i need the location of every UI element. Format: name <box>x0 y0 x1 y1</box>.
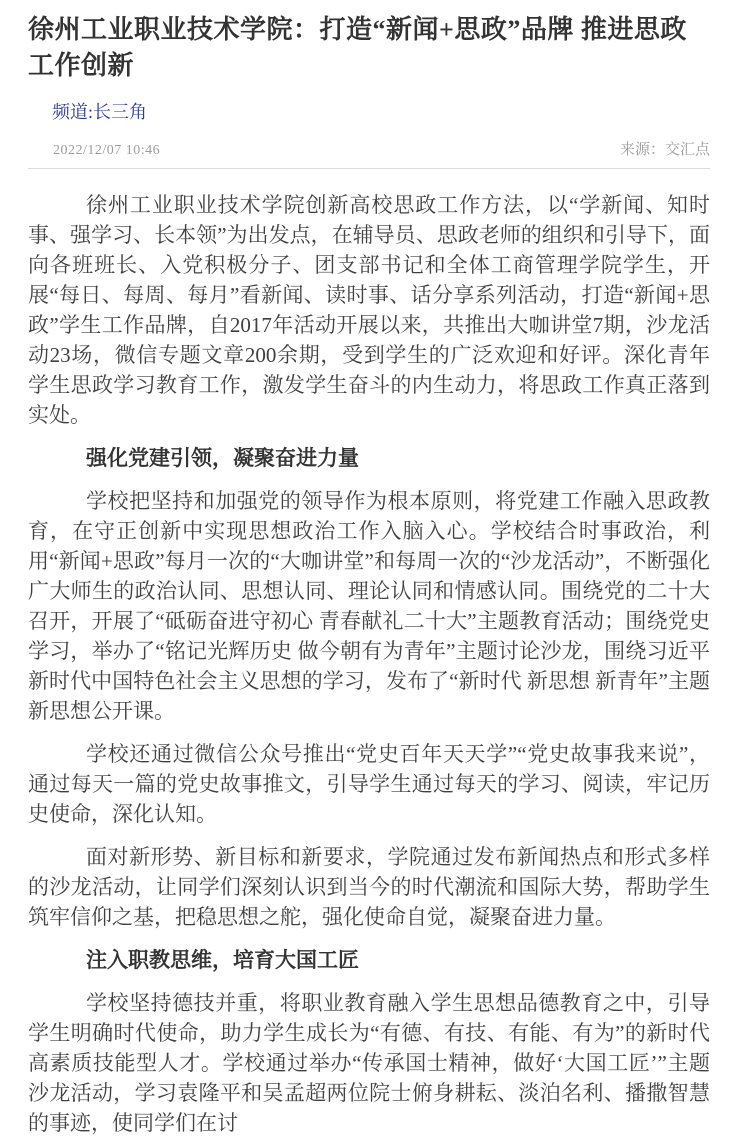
section-heading: 强化党建引领，凝聚奋进力量 <box>86 446 359 470</box>
publish-time: 2022/12/07 10:46 <box>53 143 161 158</box>
body-paragraph: 面对新形势、新目标和新要求，学院通过发布新闻热点和形式多样的沙龙活动，让同学们深刻认识到当今的时代潮流和国际大势，帮助学生筑牢信仰之基，把稳思想之舵，强化使命自觉，凝聚奋进力量。 <box>28 845 710 929</box>
channel-row <box>28 100 710 124</box>
body-paragraph: 学校还通过微信公众号推出“党史百年天天学”“党史故事我来说”，通过每天一篇的党史故事推文，引导学生通过每天的学习、阅读，牢记历史使命，深化认知。 <box>28 742 710 826</box>
meta-row <box>28 138 710 159</box>
source-label: 来源：交汇点 <box>619 142 710 158</box>
section-heading: 注入职教思维，培育大国工匠 <box>86 948 359 972</box>
channel-link[interactable]: 频道:长三角 <box>52 102 148 122</box>
body-paragraph: 学校坚持德技并重，将职业教育融入学生思想品德教育之中，引导学生明确时代使命，助力学生成长为“有德、有技、有能、有为”的新时代高素质技能型人才。学校通过举办“传承国士精神，做好‘大国工匠’”主题沙龙活动，学习袁隆平和吴孟超两位院士俯身耕耘、淡泊名利、播撒智慧的事迹，使同学们在讨 <box>28 991 710 1135</box>
body-paragraph: 徐州工业职业技术学院创新高校思政工作方法，以“学新闻、知时事、强学习、长本领”为出发点，在辅导员、思政老师的组织和引导下，面向各班班长、入党积极分子、团支部书记和全体工商管理学院学生，开展“每日、每周、每月”看新闻、读时事、话分享系列活动，打造“新闻+思政”学生工作品牌，自2017年活动开展以来，共推出大咖讲堂7期，沙龙活动23场，微信专题文章200余期，受到学生的广泛欢迎和好评。深化青年学生思政学习教育工作，激发学生奋斗的内生动力，将思政工作真正落到实处。 <box>28 193 710 427</box>
article-title: 徐州工业职业技术学院：打造“新闻+思政”品牌 推进思政工作创新 <box>28 15 687 80</box>
article-body <box>28 169 710 1138</box>
body-paragraph: 学校把坚持和加强党的领导作为根本原则，将党建工作融入思政教育，在守正创新中实现思想政治工作入脑入心。学校结合时事政治，利用“新闻+思政”每月一次的“大咖讲堂”和每周一次的“沙龙活动”，不断强化广大师生的政治认同、思想认同、理论认同和情感认同。围绕党的二十大召开，开展了“砥砺奋进守初心 青春献礼二十大”主题教育活动；围绕党史学习，举办了“铭记光辉历史 做今朝有为青年”主题讨论沙龙，围绕习近平新时代中国特色社会主义思想的学习，发布了“新时代 新思想 新青年”主题新思想公开课。 <box>28 489 710 723</box>
